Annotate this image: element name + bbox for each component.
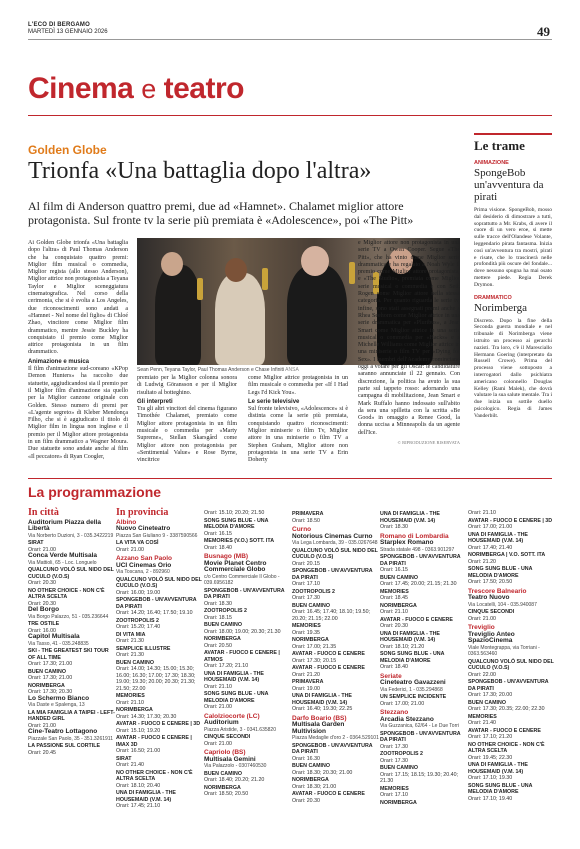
film-title: MEMORIES [116,693,145,699]
film-title: UNA DI FAMIGLIA - THE HOUSEMAID (V.M. 14) [380,630,440,643]
film-title: SPONGEBOB - UN'AVVENTURA DA PIRATI [468,679,549,692]
showtimes: Orari: 19.00 [292,685,320,692]
section-title: Cinema e teatro [28,72,244,105]
showtimes: Orari: 17.30; 20.30 [28,689,73,695]
showtimes: Orari: 21.40 [116,762,144,768]
article-column-2: premiato per la Miglior colonna sonora di Ludwig Göransson e per il Miglior risultato al botteghino. Gli interpreti Tra gli altri vincitori del cinema figurano Timothée Chalamet, premiato come Miglior attore protagonista in un film musicale o commedia per «Marty Supreme», Stellan Skarsgård come Miglior attore non protagonista per «Sentimental Value» e Rose Byrne, vincitrice [137,375,237,464]
film-title: MEMORIES [380,785,409,792]
film-title: SIRAT [116,755,132,762]
showtimes: Orari: 21.00 [204,740,232,747]
film-title: AVATAR - FUOCO E CENERE [292,651,365,657]
film-title: QUALCUNO VOLÒ SUL NIDO DEL CUCULO (V.O.S) [116,576,202,589]
film-title: AVATAR - FUOCO E CENERE [380,616,453,623]
showtimes: Orari: 21.00 [116,546,144,553]
showtimes: Orari: 17.30 [292,595,320,601]
showtimes: Orari: 17.00; 21.00 [380,700,425,707]
showtimes: Orari: 17.45; 21.10 [116,803,161,809]
showtimes: Orari: 21.10 [204,683,232,690]
film-title: AVATAR - FUOCO E CENERE | IMAX 3D [116,735,192,748]
subhead-interpreti: Gli interpreti [137,398,173,405]
showtimes: Orari: 21.10 [380,609,408,615]
showtimes: Orari: 16.40; 19.30; 22.25 [292,706,353,712]
programming-title: La programmazione [28,484,162,500]
showtimes: Orari: 14.00; 14.30; 15.00; 15.30; 16.00; 16.30; 17.00; 17.30; 18.30; 19.00; 19.30; 20.00; 20.30; 21.30; 21.50; 22.00 [116,666,196,692]
cinema-address: Via Lega Lombarda, 39 - 035.0267648 [292,540,378,546]
city-name: Trescore Balneario [468,587,527,595]
showtimes: Orari: 21.00 [468,615,496,622]
cinema-name: Notorious Cinemas Curno [292,532,373,540]
showtimes: Orari: 18.30 [380,524,408,530]
film-title: AVATAR - FUOCO E CENERE [292,791,365,797]
showtimes: Orari: 21.30 [116,638,144,644]
sidebar-film-text: Discreto. Dopo la fine della Seconda guerra mondiale e nel tribunale di Norimberga viene istruito un processo ai gerarchi nazisti. Tra loro, c'è il Maresciallo Hermann Goering (interpretato da Russell Crowe). Prima del processo viene sottoposto a interrogatori dallo psichiatra americano colonnello Douglas Kelley (Rami Malek), che dovrà valutare la sua salute mentale. Tra i due inizia un sottile duello psicologico. Regia di James Vanderbilt. [474,317,552,419]
showtimes: Orari: 16.15 [204,530,232,537]
film-title: CINQUE SECONDI [204,734,251,740]
cinema-name: Del Borgo [28,606,60,613]
film-title: BUEN CAMINO [380,765,418,771]
film-title: NORIMBERGA [380,799,417,806]
showtimes: Orari: 16.50; 21.00 [116,748,161,754]
film-title: SONG SUNG BLUE - UNA MELODIA D'AMORE [380,651,445,664]
film-title: NORIMBERGA [380,602,417,609]
cinema-address: Via Guzzanica, 62/64 - Le Due Torri [380,723,460,729]
showtimes: Orari: 17.00; 21.00 [468,524,513,530]
cinema-address: Via Borgo Palazzo, 51 - 035.236644 [28,613,109,620]
showtimes: Orari: 16.15 [380,567,408,573]
section-divider [28,115,552,116]
showtimes: Orari: 16.00 [28,627,56,634]
showtimes: Orari: 20.30 [380,623,408,629]
film-title: NORIMBERGA [292,637,329,643]
city-name: Seriate [380,672,402,680]
film-title: SPONGEBOB - UN'AVVENTURA DA PIRATI [292,568,373,581]
film-title: AVATAR - FUOCO E CENERE | ATMOS [204,650,280,663]
sidebar-film-text: Prima visione. SpongeBob, mosso dal desiderio di dimostrare a tutti, soprattutto a Mr. Krabs, di avere il cuore di un vero eroe, si mette sulle tracce dell'Olandese Volante, leggendario pirata fantasma. Inizia così un'avventura tra mostri, pirati e risate, che lo trascinerà nelle profondità più oscure del fondale... dove nessuno spugna ha mai osato mettere piede. Regia Derek Drymon. [474,207,552,288]
showtimes: Orari: 20.30 [28,600,56,607]
showtimes: Orari: 17.30; 21.00 [28,675,73,681]
programming-column [28,507,116,756]
area-heading: In città [28,507,59,518]
showtimes: Orari: 17.10 [292,581,320,587]
showtimes: Orari: 18.15 [204,614,232,621]
showtimes: Orari: 18.50 [292,517,320,524]
film-title: SKI - THE GREATEST SKI TOUR OF ALL TIME [28,648,109,661]
showtimes: Orari: 17.10 [380,792,408,798]
cinema-address: Via Daste e Spalenga, 13 [28,702,85,708]
showtimes: Orari: 17.30; 20.00 [468,692,513,698]
article-column-4: e Miglior attore non protagonista in una serie TV a Owen Cooper. Segue «The Pitt», che ha vinto come Miglior serie drammatica e ha regalato a Noah Wyle il premio come Miglior attore protagonista, e «The Studio», premiata come Miglior serie musical o commedia e con Seth Rogen come Miglior attore nella stessa categoria. Per quanto riguarda le serie tv, infine, sono stati assegnati premi anche a Rhea Seehorn come Miglior attrice in una serie drammatica per «Pluribus», a Jean Smart come Miglior attrice in una serie musical o commedia per «Hacks» e a Michelle Williams come Miglior attrice in una miniserie o film TV per «Dying for Sex». I membri dell'Academy cominciano oggi a votare per gli Oscar: le candidature saranno annunciate il 22 gennaio. Con discrezione, la politica ha avuto la sua parte sul tappeto rosso: adornando una campagna di mobilitazione, Jean Smart e Mark Ruffalo hanno indossato sull'abito da sera una spilletta con la scritta «Be Good» in omaggio a Renee Good, la donna uccisa a Minneapolis da un agente dell'Ice. © RIPRODUZIONE RISERVATA [358,240,460,446]
film-title: MEMORIES [468,713,497,720]
copyright-note: © RIPRODUZIONE RISERVATA [397,440,460,446]
showtimes: Orari: 19.45; 22.30 [468,754,513,761]
showtimes: Orari: 20.45 [28,749,56,756]
cinema-name: Movie Planet Centro Commerciale Globo [204,559,267,573]
showtimes: Orari: 21.00 [28,546,56,553]
cinema-address: Via Norberto Duzioni, 3 - 035.3422219 [28,532,114,539]
cinema-address: Via Palazzolo - 0307460530 [204,763,267,769]
showtimes: Orari: 17.20; 21.10 [204,663,249,669]
article-summary: Al film di Anderson quattro premi, due ad «Hamnet». Chalamet miglior attore protagonista. Sul fronte tv la serie più premiata è «Adolescence», poi «The Pitt» [28,199,414,227]
showtimes: Orari: 20.30 [292,797,320,804]
film-title: UNA DI FAMIGLIA - THE HOUSEMAID (V.M. 14) [468,762,528,775]
showtimes: Orari: 18.10; 20.40 [116,782,161,789]
cinema-name: Multisala Gemini [204,755,256,763]
showtimes: Orari: 17.10; 19.40 [468,795,513,802]
film-title: NORIMBERGA [116,707,153,713]
film-title: NO OTHER CHOICE - NON C'È ALTRA SCELTA [116,769,193,782]
sidebar-tag: DRAMMATICO [474,294,512,301]
film-title: BUEN CAMINO [204,770,242,777]
cinema-address: Piazzale San Paolo, 35 - 351.3261911 [28,735,113,742]
page-number: 49 [537,24,550,39]
showtimes: Orari: 22.00 [468,671,496,678]
showtimes: Orari: 14.30; 17.30; 20.30 [116,713,177,720]
subhead-serie: Le serie televisive [248,398,300,405]
showtimes: Orari: 18.40 [204,544,232,551]
cinema-address: Via Toscana, 2 - 892960 [116,569,170,575]
showtimes: Orari: 17.30; 20.35; 22.00; 22.30 [468,706,545,712]
film-title: SPONGEBOB - UN'AVVENTURA DA PIRATI [380,730,461,743]
film-title: NORIMBERGA [204,784,241,791]
city-name: Calolziocorte (LC) [204,712,260,720]
film-title: UNA DI FAMIGLIA - THE HOUSEMAID (V.M. 14) [292,693,352,706]
showtimes: Orari: 18.30; 20.30; 21.00 [292,769,353,776]
film-title: AVATAR - FUOCO E CENERE [292,665,365,671]
film-title: SONG SUNG BLUE - UNA MELODIA D'AMORE [468,566,533,579]
showtimes: Orari: 20.50 [204,642,232,649]
showtimes: Orari: 15.10; 19.20 [116,727,161,734]
showtimes: Orari: 16.30 [292,755,320,762]
film-title: SPONGEBOB - UN'AVVENTURA DA PIRATI [380,554,461,567]
film-title: SIRAT [28,540,44,546]
showtimes: Orari: 21.30 [116,652,144,658]
showtimes: Orari: 16.00; 19.00 [116,589,161,596]
showtimes: Orari: 18.00; 19.00; 20.30; 21.30 [204,628,281,635]
showtimes: Orari: 21.00 [204,704,232,710]
cinema-address: Via Federici, 1 - 035.294868 [380,686,443,693]
showtimes: Orari: 19.35 [292,629,320,636]
cinema-name: Starplex Romano [380,539,434,546]
film-title: BUEN CAMINO [292,763,330,769]
film-title: SEMPLICE ILLUSTRE [116,645,171,652]
sidebar-title: Le trame [474,133,552,154]
showtimes: Orari: 18.45 [380,595,408,601]
issue-date: MARTEDÌ 13 GENNAIO 2026 [28,29,108,35]
cinema-name: Treviglio Anteo SpazioCinema [468,630,515,644]
showtimes: Orari: 17.30; 20.15 [292,657,337,664]
showtimes: Orari: 15.20; 17.40 [116,624,161,630]
programming-column [292,510,380,804]
cinema-name: Capitol Multisala [28,633,80,640]
film-title: BUEN CAMINO [292,602,330,609]
showtimes: Orari: 17.30 [380,743,408,750]
film-title: SONG SUNG BLUE - UNA MELODIA D'AMORE [204,517,269,530]
cinema-name: Teatro Nuovo [468,594,510,601]
film-title: NO OTHER CHOICE - NON C'È ALTRA SCELTA [468,741,545,754]
article-column-1: Ai Golden Globe trionfa «Una battaglia dopo l'altra» di Paul Thomas Anderson che ha conquistato quattro premi: Miglior film musical o commedia, Miglior regista (allo stesso Anderson), Miglior attrice non protagonista a Teyana Taylor e Miglior sceneggiatura cinematografica. Nel corso della cerimonia, che si è svolta a Los Angeles, due riconoscimenti sono andati a «Hamnet - Nel nome del figlio» di Chloé Zhao, vincitore come Miglior film drammatico, mentre Jessie Buckley ha conquistato il premio come Miglior attrice protagonista in un film drammatico. Animazione e musica Il film d'animazione sud-coreano «KPop Demon Hunters» ha raccolto due statuette, aggiudicandosi sia il premio per il Miglior film d'animazione sia quello per la Miglior canzone originale con Golden. Stesso numero di premi per «L'agente segreto» di Kleber Mendonça Filho, che si è aggiudicato il titolo di Miglior film in lingua non inglese e il premio per il Miglior attore protagonista in un film drammatico a Wagner Moura. Due statuette sono andate anche al film «Il peccatore» di Ryan Coogler, [28,240,128,460]
film-title: MEMORIES [380,588,409,595]
film-title: BUEN CAMINO [380,574,418,581]
city-name: Romano di Lombardia [380,532,449,540]
showtimes: Orari: 21.00 [28,722,56,729]
programming-divider [28,478,552,479]
film-title: LA VITA VA COSÌ [116,540,159,546]
cinema-name: Arcadia Stezzano [380,715,434,723]
showtimes: Orari: 18.30 [204,600,232,607]
showtimes: Orari: 17.30 [380,757,408,764]
showtimes: Orari: 18.40 [380,664,408,670]
area-heading: In provincia [116,507,169,518]
cinema-name: Auditorium [204,719,239,726]
film-title: NO OTHER CHOICE - NON C'È ALTRA SCELTA [28,587,105,600]
film-title: QUALCUNO VOLÒ SUL NIDO DEL CUCULO (V.O.S) [468,658,554,671]
film-title: SPONGEBOB - UN'AVVENTURA DA PIRATI [292,742,373,755]
cinema-address: Piazza San Giuliano 9 - 3387590566 [116,532,198,539]
city-name: Stezzano [380,709,409,716]
cinema-address: Piazza Medaglie d'oro 2 - 0364.529101 [292,735,379,741]
film-title: UNA DI FAMIGLIA - THE HOUSEMAID (V.M. 14) [116,790,176,803]
programming-column [116,507,204,810]
article-rubric: Golden Globe [28,143,107,157]
film-title: BUEN CAMINO [116,659,154,666]
programming-column [204,510,292,798]
film-title: ZOOTROPOLIS 2 [204,608,247,614]
film-title: PRIMAVERA [292,679,324,685]
showtimes: Orari: 21.40 [468,720,496,726]
cinema-address: Strada statale 498 - 0363.901297 [380,546,455,553]
showtimes: Orari: 15.10; 20.20; 21.50 [204,510,265,516]
film-title: NORIMBERGA [292,777,329,783]
film-title: ZOOTROPOLIS 2 [292,588,335,595]
film-title: SPONGEBOB - UN'AVVENTURA DA PIRATI [204,587,285,600]
showtimes: Orari: 18.50; 20.50 [204,791,249,797]
showtimes: Orari: 17.45; 20.00; 21.15; 21.30 [380,581,457,587]
film-title: NORIMBERGA | V.O. SOTT. ITA [468,552,546,558]
film-title: ZOOTROPOLIS 2 [380,751,423,757]
cinema-address: Via Tasso, 41 - 035.248835 [28,640,89,647]
cinema-address: Piazza Aristide, 3 - 0341.635820 [204,726,276,733]
film-title: BUEN CAMINO [204,622,242,628]
film-title: NORIMBERGA [204,636,241,642]
city-name: Capriolo (BS) [204,749,246,756]
film-title: SONG SUNG BLUE - UNA MELODIA D'AMORE [204,691,269,704]
cinema-address: Via Locatelli, 104 - 035.940087 [468,601,537,608]
city-name: Busnago (MB) [204,553,249,560]
showtimes: Orari: 14.20; 16.40; 17.50; 19.10 [116,610,193,616]
showtimes: Orari: 17.40; 21.40 [468,544,513,551]
city-name: Darfo Boario (BS) [292,714,347,722]
film-title: BUEN CAMINO [468,699,506,706]
film-title: CINQUE SECONDI [468,609,515,615]
cinema-name: UCI Cinemas Orio [116,561,172,569]
city-name: Albino [116,518,137,526]
showtimes: Orari: 21.20 [468,558,496,565]
sidebar-trame [474,133,552,420]
article-headline: Trionfa «Una battaglia dopo l'altra» [28,158,372,184]
city-name: Curno [292,526,312,533]
cinema-address: Viale Montegrappa, via Torriani - 0363.563460 [468,644,540,657]
film-title: UNA DI FAMIGLIA - THE HOUSEMAID (V.M. 14) [468,531,528,544]
city-name: Azzano San Paolo [116,555,172,562]
cinema-address: Via Mattioli, 65 - Loc. Longuelo [28,559,97,566]
showtimes: Orari: 18.10; 21.20 [380,643,425,650]
showtimes: Orari: 18.40; 20.20; 21.20 [204,777,265,783]
showtimes: Orari: 21.20 [292,671,320,678]
newspaper-name: L'ECO DI BERGAMO [28,22,90,28]
showtimes: Orari: 17.30; 21.00 [28,661,73,667]
showtimes: Orari: 21.10 [468,510,496,516]
showtimes: Orari: 17.10; 21.20 [468,734,513,740]
cinema-name: Auditorium Piazza della Libertà [28,518,101,532]
programming-column [468,510,556,802]
subhead-animazione: Animazione e musica [28,358,90,365]
showtimes: Orari: 17.00; 21.35 [292,643,337,650]
film-title: LA MIA FAMIGLIA A TAIPEI - LEFT-HANDED GIRL [28,709,115,722]
showtimes: Orari: 21.10 [116,699,144,706]
film-title: UNA DI FAMIGLIA - THE HOUSEMAID (V.M. 14) [380,511,440,524]
showtimes: Orari: 17.10; 19.30 [468,775,513,781]
cinema-name: Multisala Garden Multivision [292,721,345,735]
showtimes: Orari: 16.45; 17.40; 18.10; 19.50; 20.20; 21.15; 22.00 [292,609,371,622]
film-title: QUALCUNO VOLÒ SUL NIDO DEL CUCULO (V.O.S) [28,567,114,580]
sidebar-film-title: Norimberga [474,301,527,314]
article-column-3: come Miglior attrice protagonista in un film musicale o commedia per «If I Had Legs I'd Kick You». Le serie televisive Sul fronte televisivo, «Adolescence» si è distinta come la serie più premiata, conquistando quattro riconoscimenti: Miglior miniserie o film Tv, Miglior attore in una miniserie o film TV a Stephen Graham, Miglior attore non protagonista in una serie TV a Erin Doherty [248,375,348,464]
showtimes: Orari: 20.30 [28,580,56,586]
sidebar-film-title: SpongeBob un'avventura da pirati [474,167,544,203]
cinema-address: c/o Centro Commerciale Il Globo - 039.6956182 [204,573,280,586]
film-title: SONG SUNG BLUE - UNA MELODIA D'AMORE [468,782,533,795]
showtimes: Orari: 20.15 [292,560,320,567]
film-title: AVATAR - FUOCO E CENERE | 3D [468,517,553,524]
masthead [28,22,108,36]
showtimes: Orari: 17.15; 18.15; 19.30; 20.40; 21.30 [380,771,459,784]
photo-credit: ANSA [285,367,299,373]
showtimes: Orari: 18.30; 21.00 [292,783,337,790]
film-title: AVATAR - FUOCO E CENERE [468,727,541,734]
cinema-name: Cineteatro Gavazzeni [380,679,446,686]
film-title: UN SEMPLICE INCIDENTE [380,694,447,700]
cinema-name: Conca Verde Multisala [28,552,97,559]
film-title: AVATAR - FUOCO E CENERE | 3D [116,721,201,727]
showtimes: Orari: 17.50; 20.50 [468,579,513,585]
film-title: ZOOTROPOLIS 2 [116,617,159,624]
sidebar-tag: ANIMAZIONE [474,160,509,166]
cinema-name: Lo Schermo Bianco [28,694,90,702]
film-title: SPONGEBOB - UN'AVVENTURA DA PIRATI [116,597,197,610]
film-title: UNA DI FAMIGLIA - THE HOUSEMAID (V.M. 14) [204,670,264,683]
film-title: BUEN CAMINO [28,668,66,675]
film-title: PRIMAVERA [292,511,324,517]
city-name: Treviglio [468,624,495,631]
film-title: MEMORIES (V.O.) SOTT. ITA [204,538,275,544]
cinema-name: Nuovo Cineteatro [116,525,171,532]
film-title: NORIMBERGA [28,682,65,689]
film-title: LA PASSIONE SUL CORTILE [28,743,101,749]
film-title: TRE OSTILE [28,621,60,627]
photo-caption: Sean Penn, Teyana Taylor, Paul Thomas Anderson e Chase Infiniti ANSA [137,367,299,373]
film-title: QUALCUNO VOLÒ SUL NIDO DEL CUCULO (V.O.S) [292,547,378,560]
top-divider [28,39,552,40]
film-title: DI VITA MIA [116,631,146,638]
programming-column [380,510,468,806]
film-title: MEMORIES [292,623,321,629]
cinema-name: Cine-Teatro Lottagono [28,728,98,735]
